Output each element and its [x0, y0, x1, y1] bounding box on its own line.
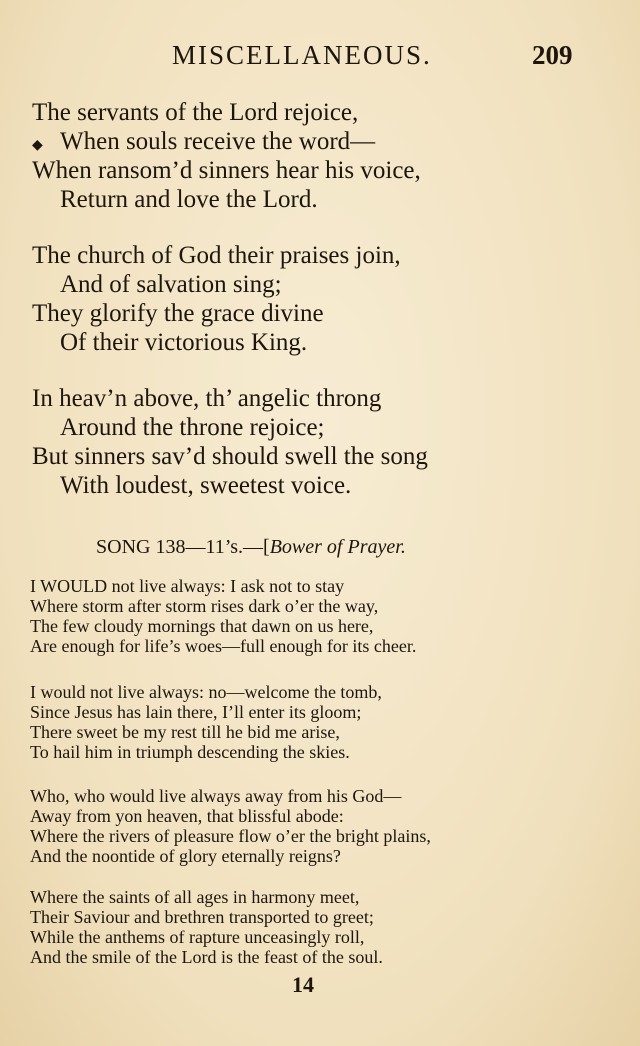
section-title: MISCELLANEOUS.	[172, 40, 432, 70]
song-line: And the smile of the Lord is the feast of the soul.	[30, 947, 383, 967]
song-line: Since Jesus has lain there, I’ll enter its gloom;	[30, 702, 362, 722]
hymn-line: When ransom’d sinners hear his voice,	[32, 157, 421, 184]
hymn-line: And of salvation sing;	[60, 271, 282, 298]
song-line: Where the rivers of pleasure flow o’er the bright plains,	[30, 826, 431, 846]
song-number: SONG 138—11’s.—[	[96, 536, 270, 558]
song-line: To hail him in triumph descending the skies.	[30, 742, 350, 762]
song-line: The few cloudy mornings that dawn on us here,	[30, 616, 374, 636]
hymn-line: Return and love the Lord.	[60, 186, 318, 213]
song-line: Where storm after storm rises dark o’er the way,	[30, 596, 379, 616]
song-line: And the noontide of glory eternally reigns?	[30, 846, 341, 866]
hymn-line: In heav’n above, th’ angelic throng	[32, 385, 382, 412]
song-line: While the anthems of rapture unceasingly roll,	[30, 927, 365, 947]
hymn-stanza-1	[32, 98, 592, 214]
song-line: Where the saints of all ages in harmony meet,	[30, 887, 360, 907]
song-stanza-4	[30, 887, 590, 967]
hymn-line: They glorify the grace divine	[32, 300, 324, 327]
song-tune: Bower of Prayer.	[269, 536, 406, 558]
signature-mark: 14	[292, 972, 314, 997]
pointer-mark-icon: ◆	[32, 138, 43, 153]
song-line: There sweet be my rest till he bid me arise,	[30, 722, 340, 742]
song-heading	[96, 536, 576, 559]
song-line: Their Saviour and brethren transported to greet;	[30, 907, 374, 927]
song-line: Away from yon heaven, that blissful abode:	[30, 806, 344, 826]
running-head	[0, 38, 640, 78]
hymn-line: The servants of the Lord rejoice,	[32, 99, 359, 126]
hymn-line: Around the throne rejoice;	[60, 414, 325, 441]
hymn-line: With loudest, sweetest voice.	[60, 472, 352, 499]
hymn-line-text: When souls receive the word—	[60, 128, 376, 155]
hymn-line: The church of God their praises join,	[32, 242, 401, 269]
song-line: I WOULD not live always: I ask not to stay	[30, 576, 345, 596]
hymn-line: Of their victorious King.	[60, 329, 308, 356]
song-line: Who, who would live always away from his God—	[30, 786, 402, 806]
song-stanza-2	[30, 682, 590, 762]
song-stanza-1	[30, 576, 590, 656]
hymn-stanza-2	[32, 241, 592, 357]
hymn-line	[32, 127, 592, 156]
song-line: Are enough for life’s woes—full enough for its cheer.	[30, 636, 417, 656]
hymn-line: But sinners sav’d should swell the song	[32, 443, 428, 470]
song-line: I would not live always: no—welcome the tomb,	[30, 682, 382, 702]
song-stanza-3	[30, 786, 590, 866]
page-number: 209	[532, 40, 573, 70]
hymn-stanza-3	[32, 384, 592, 500]
